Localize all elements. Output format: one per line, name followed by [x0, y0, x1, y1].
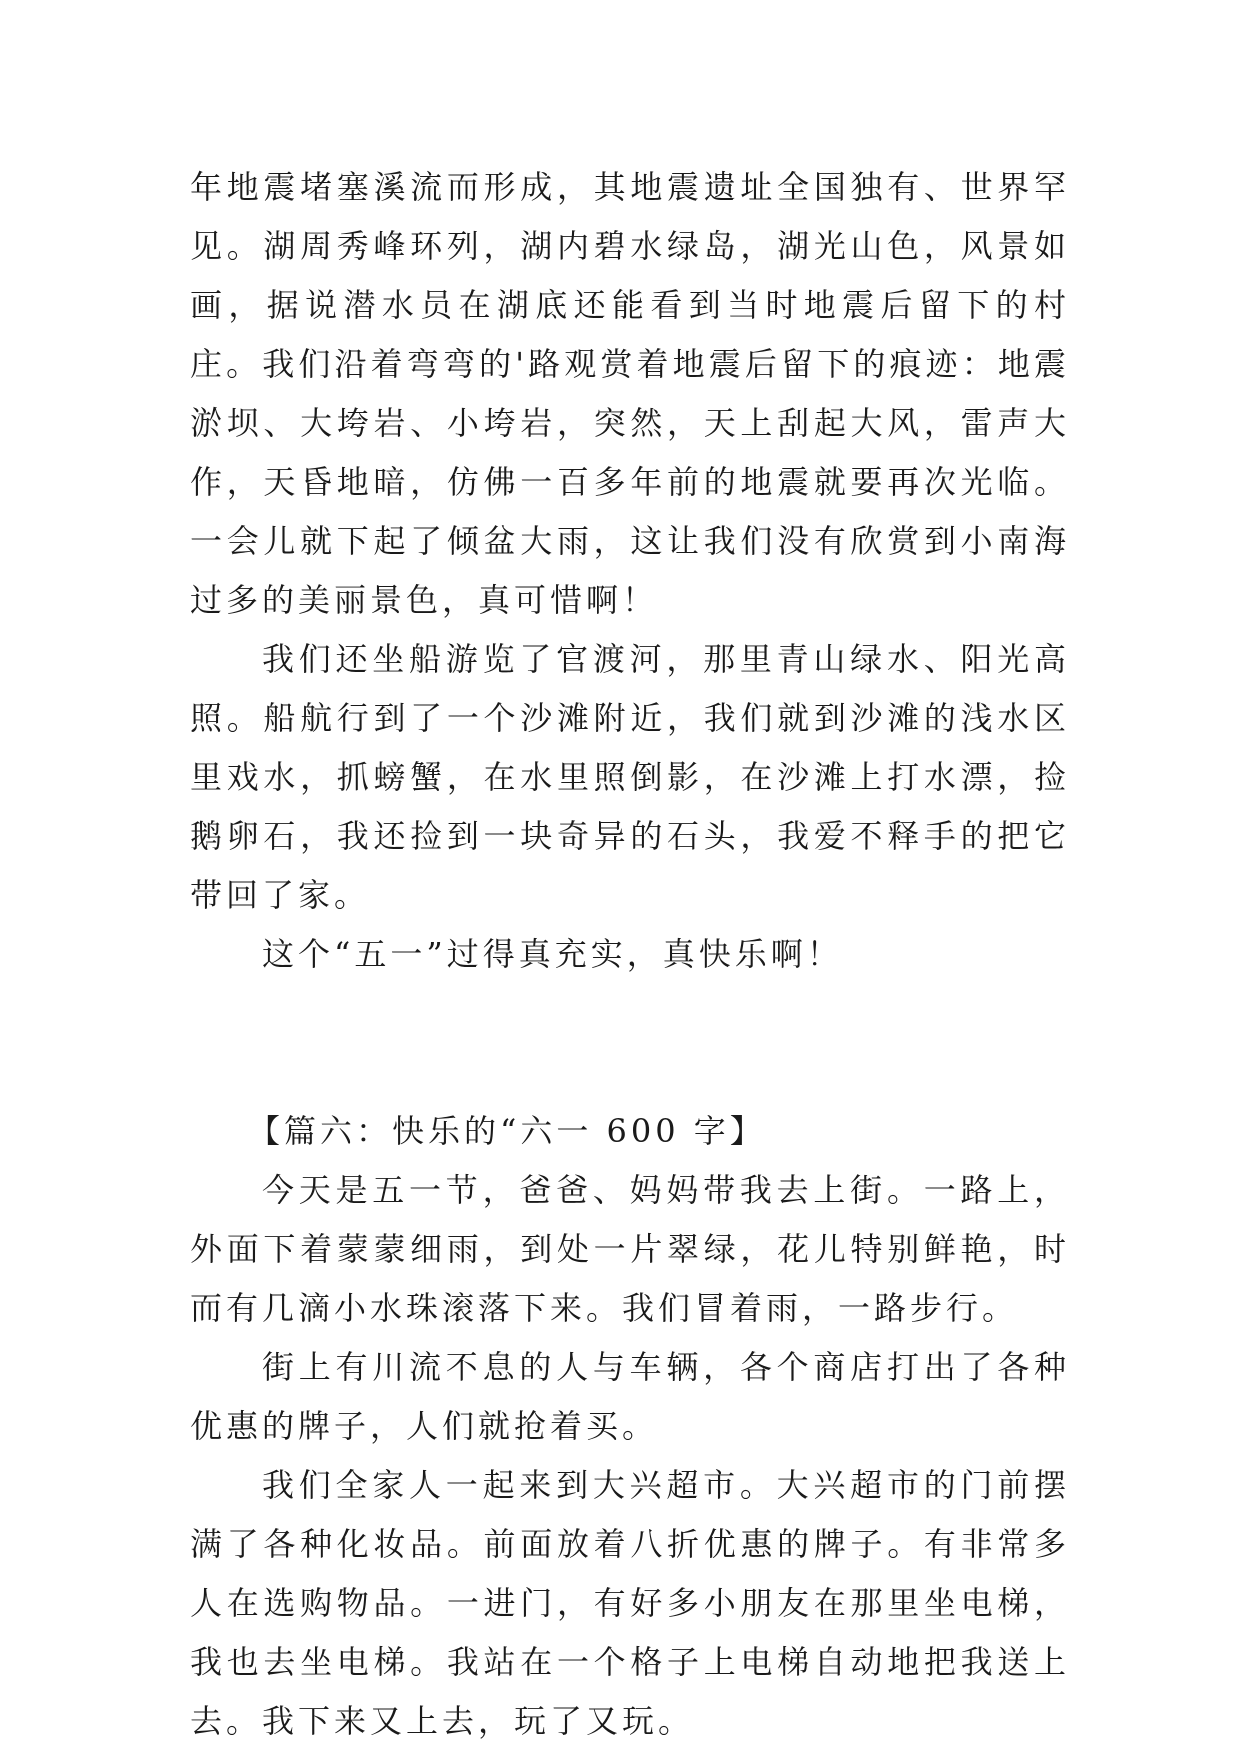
- paragraph-guandu-river: 我们还坐船游览了官渡河，那里青山绿水、阳光高照。船航行到了一个沙滩附近，我们就到沙滩的浅水区里戏水，抓螃蟹，在水里照倒影，在沙滩上打水漂，捡鹅卵石，我还捡到一块奇异的石头，我爱不释手的把它带回了家。: [190, 640, 1070, 914]
- paragraph-shops: 街上有川流不息的人与车辆，各个商店打出了各种优惠的牌子，人们就抢着买。: [190, 1348, 1070, 1445]
- section-heading: 【篇六：快乐的“六一 600 字】: [248, 1112, 766, 1150]
- paragraph-street-walk: 今天是五一节，爸爸、妈妈带我去上街。一路上，外面下着蒙蒙细雨，到处一片翠绿，花儿特别鲜艳，时而有几滴小水珠滚落下来。我们冒着雨，一路步行。: [190, 1171, 1070, 1327]
- paragraph-earthquake-lake: 年地震堵塞溪流而形成，其地震遗址全国独有、世界罕见。湖周秀峰环列，湖内碧水绿岛，湖光山色，风景如画，据说潜水员在湖底还能看到当时地震后留下的村庄。我们沿着弯弯的'路观赏着地震后留下的痕迹：地震淤坝、大垮岩、小垮岩，突然，天上刮起大风，雷声大作，天昏地暗，仿佛一百多年前的地震就要再次光临。一会儿就下起了倾盆大雨，这让我们没有欣赏到小南海过多的美丽景色，真可惜啊！: [190, 168, 1070, 619]
- paragraph-supermarket: 我们全家人一起来到大兴超市。大兴超市的门前摆满了各种化妆品。前面放着八折优惠的牌子。有非常多人在选购物品。一进门，有好多小朋友在那里坐电梯，我也去坐电梯。我站在一个格子上电梯自动地把我送上去。我下来又上去，玩了又玩。: [190, 1466, 1070, 1740]
- paragraph-may-day-summary: 这个“五一”过得真充实，真快乐啊！: [262, 935, 843, 973]
- document-body: [190, 158, 1070, 1751]
